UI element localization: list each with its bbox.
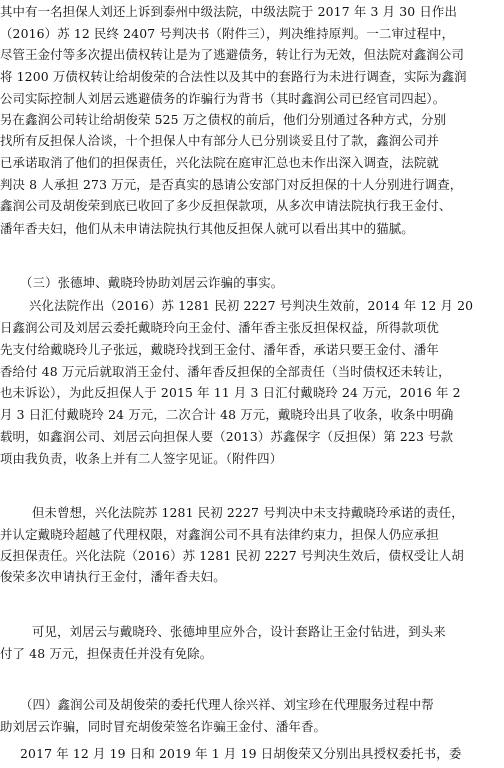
text-line: 可见，刘居云与戴晓玲、张德坤里应外合，设计套路让王金付钻进，到头来 (32, 624, 446, 639)
text-line: 尽管王金付等多次提出债权转让是为了逃避债务，转让行为无效，但法院对鑫润公司 (0, 47, 465, 62)
text-line: 其中有一名担保人刘还上诉到泰州中级法院，中级法院于 2017 年 3 月 30 日作出 (0, 4, 457, 19)
text-line: 先支付给戴晓玲儿子张远，戴晓玲找到王金付、潘年香，承诺只要王金付、潘年 (0, 342, 439, 357)
text-line: 鑫润公司及胡俊荣到底已收回了多少反担保款项，从多次申请法院执行我王金付、 (0, 198, 452, 213)
text-line: 但未曾想，兴化法院苏 1281 民初 2227 号判决中未支持戴晓玲承诺的责任， (32, 505, 464, 520)
text-line: 载明，如鑫润公司、刘居云向担保人要（2013）苏鑫保字（反担保）第 223 号款 (0, 429, 454, 444)
text-line: 潘年香夫妇，他们从未申请法院执行其他反担保人就可以看出其中的猫腻。 (0, 221, 414, 236)
text-line: 反担保责任。兴化法院（2016）苏 1281 民初 2227 号判决生效后，债权受让人胡 (0, 548, 464, 563)
text-line: 2017 年 12 月 19 日和 2019 年 1 月 19 日胡俊荣又分别出具授权委托书，委 (20, 746, 462, 761)
text-line: 项由我负责，收条上并有二人签字见证。（附件四） (0, 451, 283, 466)
text-line: 并认定戴晓玲超越了代理权限，对鑫润公司不具有法律约束力，担保人仍应承担 (0, 527, 439, 542)
text-line: 另在鑫润公司转让给胡俊荣 525 万之债权的前后，他们分别通过各种方式，分别 (0, 112, 447, 127)
text-line: 将 1200 万债权转让给胡俊荣的合法性以及其中的套路行为未进行调查，实际为鑫润 (0, 69, 467, 84)
text-line: 日鑫润公司及刘居云委托戴晓玲向王金付、潘年香主张反担保权益，所得款项优 (0, 320, 439, 335)
section-heading: 助刘居云诈骗，同时冒充胡俊荣签名诈骗王金付、潘年香。 (0, 719, 327, 734)
text-line: 香给付 48 万元后就取消王金付、潘年香反担保的全部责任（当时债权还未转让， (0, 364, 451, 379)
text-line: 判决 8 人承担 273 万元，是否真实的恳请公安部门对反担保的十人分别进行调查， (0, 177, 463, 192)
text-line: 公司实际控制人刘居云逃避债务的诈骗行为背书（其时鑫润公司已经官司四起）。 (0, 91, 446, 106)
section-heading: （四）鑫润公司及胡俊荣的委托代理人徐兴祥、刘宝珍在代理服务过程中帮 (20, 697, 434, 712)
text-line: （2016）苏 12 民终 2407 号判决书（附件三），判决维持原判。一二审过程中， (0, 26, 455, 41)
text-line: 月 3 日汇付戴晓玲 24 万元，二次合计 48 万元，戴晓玲出具了收条，收条中明确 (0, 407, 454, 422)
text-line: 也未诉讼），为此反担保人于 2015 年 11 月 3 日汇付戴晓玲 24 万元，2016 年 2 (0, 385, 461, 400)
text-line: 找所有反担保人洽谈，十个担保人中有部分人已分别谈妥且付了款，鑫润公司并 (0, 133, 439, 148)
text-line: 俊荣多次申请执行王金付，潘年香夫妇。 (0, 569, 226, 584)
text-line: 已承诺取消了他们的担保责任，兴化法院在庭审汇总也未作出深入调查，法院就 (0, 155, 439, 170)
section-heading: （三）张德坤、戴晓玲协助刘居云诈骗的事实。 (20, 275, 284, 290)
text-line: 付了 48 万元，担保责任并没有免除。 (0, 646, 213, 661)
text-line: 兴化法院作出（2016）苏 1281 民初 2227 号判决生效前，2014 年 12 月 20 (29, 298, 474, 313)
